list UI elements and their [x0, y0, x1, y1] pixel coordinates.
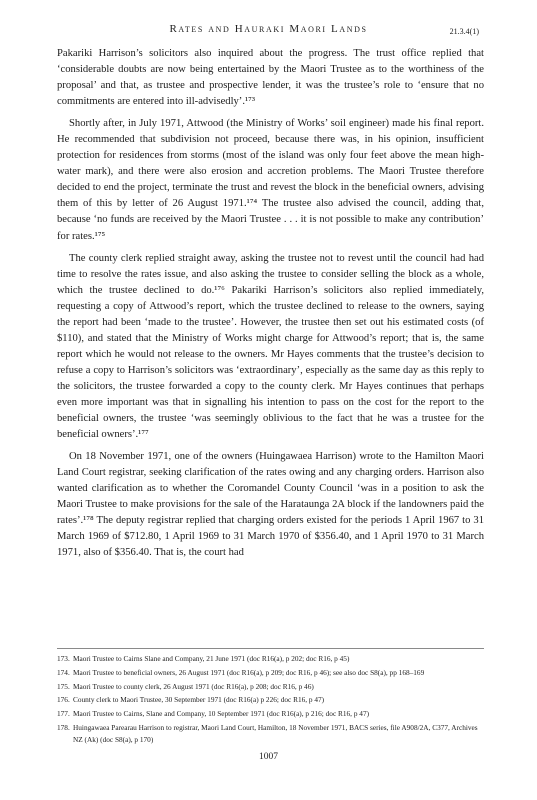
body-text	[57, 46, 484, 567]
footnote	[57, 653, 484, 665]
footnote-number: 177.	[57, 709, 70, 719]
footnotes	[57, 653, 484, 748]
footnote-text: Maori Trustee to Cairns, Slane and Company, 10 September 1971 (doc R16(a), p 216; doc R16, p 47)	[73, 709, 370, 719]
footnote-text: County clerk to Maori Trustee, 30 September 1971 (doc R16(a) p 226; doc R16, p 47)	[73, 695, 325, 705]
paragraph: The county clerk replied straight away, asking the trustee not to revest until the council had had time to resolve the rates issue, and also asking the trustee to consider selling the block as a whole, which the trustee declined to do.¹⁷⁶ Pakariki Harrison’s solicitors also replied immediately, requesting a copy of Attwood’s report, which the trustee declined to release to the owners, saying the report had been ‘made to the trustee’. However, the trustee then set out his estimated costs (of $110), and stated that the Ministry of Works might charge for Attwood’s report; that is, the same report which he would not release to the owners. Mr Hayes comments that the trustee’s decision to refuse a copy to Harrison’s solicitors was ‘extraordinary’, especially as the same day as this reply to the solicitors, the trustee forwarded a copy to the county clerk. Mr Hayes continues that perhaps even more important was that in signalling his intention to pass on the cost for the report to the beneficial owners, the trustee ‘was seemingly oblivious to the fact that he was a trustee for the beneficial owners’.¹⁷⁷	[57, 252, 484, 441]
footnote	[57, 681, 484, 693]
running-header-title: Rates and Hauraki Maori Lands	[169, 23, 368, 35]
section-number: 21.3.4(1)	[449, 27, 479, 36]
footnote-number: 174.	[57, 667, 70, 677]
footnote-number: 173.	[57, 654, 70, 663]
footnote-text: Maori Trustee to county clerk, 26 August 1971 (doc R16(a), p 208; doc R16, p 46)	[73, 681, 314, 691]
footnote-text: Maori Trustee to beneficial owners, 26 August 1971 (doc R16(a), p 209; doc R16, p 46); see also doc S8(a), pp 168–169	[73, 667, 425, 677]
footnote	[57, 708, 484, 720]
footnote-number: 176.	[57, 695, 70, 705]
paragraph: Shortly after, in July 1971, Attwood (the Ministry of Works’ soil engineer) made his final report. He recommended that subdivision not proceed, because there was, in his opinion, insufficient protection for residences from storms (most of the island was only four feet above the mean high-water mark), and there were also erosion and accretion problems. The Maori Trustee therefore decided to end the project, terminate the trust and revest the block in the beneficial owners, advising them of this by letter of 26 August 1971.¹⁷⁴ The trustee also advised the council, adding that, because ‘no funds are received by the Maori Trustee . . . it is not possible to make any contribution’ for rates.¹⁷⁵	[57, 118, 484, 242]
paragraph: On 18 November 1971, one of the owners (Huingawaea Harrison) wrote to the Hamilton Maori Land Court registrar, seeking clarification of the rates owing and any charging orders. Harrison also wanted clarification as to whether the Coromandel County Council ‘was in a position to ask the Maori Trustee to make provisions for the sale of the Harataunga 2A block if the landowners paid the rates’.¹⁷⁸ The deputy registrar replied that charging orders existed for the periods 1 April 1967 to 31 March 1969 of $712.80, 1 April 1969 to 31 March 1970 of $356.40, and 1 April 1970 to 31 March 1971, also of $356.40. That is, the court had	[57, 451, 484, 559]
footnote-divider	[57, 648, 484, 649]
footnote	[57, 667, 484, 679]
footnote-text: Huingawaea Parearau Harrison to registrar, Maori Land Court, Hamilton, 18 November 1971, BACS series, file A908/2A, C377, Archives NZ (Ak) (doc S8(a), p 170)	[73, 722, 478, 745]
page-number: 1007	[259, 752, 278, 762]
footnote	[57, 722, 484, 746]
footnote-text: Maori Trustee to Cairns Slane and Company, 21 June 1971 (doc R16(a), p 202; doc R16, p 45)	[73, 654, 350, 663]
footnote-number: 175.	[57, 681, 70, 691]
footnote-number: 178.	[57, 722, 70, 732]
paragraph: Pakariki Harrison’s solicitors also inquired about the progress. The trust office replied that ‘considerable doubts are now being entertained by the Maori Trustee as to the worthiness of the proposal’ and that, as trustee and prospective lender, it was the trustee’s role to ‘ensure that no commitments are entered into ill-advisedly’.¹⁷³	[57, 48, 484, 108]
footnote	[57, 694, 484, 706]
